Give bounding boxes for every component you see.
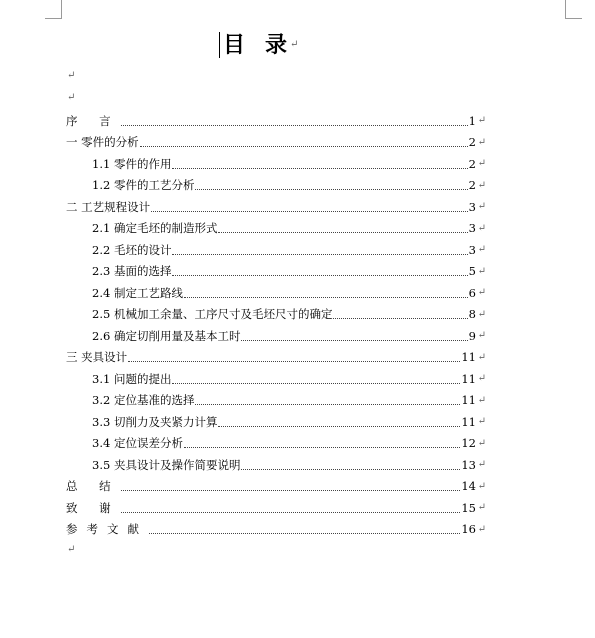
- toc-entry[interactable]: [66, 519, 486, 541]
- toc-entry-page: 11: [461, 350, 476, 365]
- toc-entry-page: 11: [461, 414, 476, 429]
- toc-entry-page: 3: [468, 242, 476, 257]
- toc-entry-page: 16: [461, 522, 476, 537]
- toc-entry[interactable]: [66, 368, 486, 390]
- paragraph-mark-icon: ↵: [477, 437, 486, 449]
- paragraph-mark-icon: ↵: [67, 92, 76, 103]
- toc-entry[interactable]: [66, 282, 486, 304]
- toc-entry-page: 15: [461, 500, 476, 515]
- paragraph-mark-icon: ↵: [477, 179, 486, 191]
- paragraph-mark-icon: ↵: [477, 287, 486, 299]
- toc-entry-label: 3.1 问题的提出: [92, 371, 172, 386]
- paragraph-mark-icon: ↵: [477, 416, 486, 428]
- toc-entry-label: 致 谢: [66, 500, 120, 515]
- paragraph-mark-icon: ↵: [290, 39, 299, 50]
- toc-entry-label: 3.4 定位误差分析: [92, 436, 183, 451]
- toc-leader-dots: [195, 188, 467, 190]
- toc-entry-page: 11: [461, 371, 476, 386]
- toc-entry-label: 二 工艺规程设计: [66, 199, 151, 214]
- toc-entry-label: 总 结: [66, 479, 120, 494]
- toc-leader-dots: [121, 124, 468, 126]
- toc-entry-page: 14: [461, 479, 476, 494]
- toc-entry-page: 3: [468, 199, 476, 214]
- toc-leader-dots: [172, 253, 467, 255]
- paragraph-mark-icon: ↵: [67, 70, 76, 81]
- page-title: [219, 30, 298, 60]
- title-char-1: 目: [223, 32, 248, 58]
- toc-entry-label: 3.5 夹具设计及操作简要说明: [92, 457, 241, 472]
- toc-leader-dots: [128, 360, 460, 362]
- toc-entry-label: 三 夹具设计: [66, 350, 128, 365]
- paragraph-mark-icon: ↵: [477, 201, 486, 213]
- toc-entry[interactable]: [66, 153, 486, 175]
- toc-entry[interactable]: [66, 132, 486, 154]
- toc-entry[interactable]: [66, 218, 486, 240]
- toc-entry-page: 2: [468, 178, 476, 193]
- toc-entry[interactable]: [66, 454, 486, 476]
- toc-entry[interactable]: [66, 476, 486, 498]
- margin-corner-top-right: [565, 0, 582, 19]
- toc-leader-dots: [172, 167, 467, 169]
- toc-entry-label: 2.5 机械加工余量、工序尺寸及毛坯尺寸的确定: [92, 307, 333, 322]
- toc-entry-label: 1.2 零件的工艺分析: [92, 178, 195, 193]
- toc-entry[interactable]: [66, 196, 486, 218]
- margin-corner-top-left: [45, 0, 62, 19]
- paragraph-mark-icon: ↵: [477, 480, 486, 492]
- toc-entry-label: 3.3 切削力及夹紧力计算: [92, 414, 218, 429]
- toc-entry[interactable]: [66, 411, 486, 433]
- toc-entry-page: 2: [468, 156, 476, 171]
- toc-entry-page: 12: [461, 436, 476, 451]
- toc-entry-page: 2: [468, 135, 476, 150]
- text-cursor: [219, 32, 220, 58]
- toc-entry[interactable]: [66, 433, 486, 455]
- paragraph-mark-icon: ↵: [477, 523, 486, 535]
- toc-entry-label: 1.1 零件的作用: [92, 156, 172, 171]
- toc-leader-dots: [184, 296, 468, 298]
- toc-leader-dots: [241, 339, 467, 341]
- toc-entry[interactable]: [66, 239, 486, 261]
- paragraph-mark-icon: ↵: [67, 544, 76, 555]
- toc-leader-dots: [121, 489, 461, 491]
- toc-entry-label: 序 言: [66, 113, 120, 128]
- toc-entry-page: 6: [468, 285, 476, 300]
- toc-entry-page: 8: [468, 307, 476, 322]
- toc-entry-label: 2.6 确定切削用量及基本工时: [92, 328, 241, 343]
- toc-entry-label: 参考文献: [66, 522, 148, 537]
- toc-entry[interactable]: [66, 325, 486, 347]
- paragraph-mark-icon: ↵: [477, 136, 486, 148]
- toc-leader-dots: [140, 145, 468, 147]
- paragraph-mark-icon: ↵: [477, 244, 486, 256]
- paragraph-mark-icon: ↵: [477, 502, 486, 514]
- paragraph-mark-icon: ↵: [477, 265, 486, 277]
- toc-leader-dots: [172, 274, 467, 276]
- table-of-contents: [66, 110, 486, 540]
- paragraph-mark-icon: ↵: [477, 158, 486, 170]
- toc-entry-page: 3: [468, 221, 476, 236]
- toc-entry-page: 5: [468, 264, 476, 279]
- toc-entry-page: 13: [461, 457, 476, 472]
- toc-leader-dots: [218, 425, 460, 427]
- toc-entry-page: 11: [461, 393, 476, 408]
- toc-entry[interactable]: [66, 390, 486, 412]
- paragraph-mark-icon: ↵: [477, 115, 486, 127]
- paragraph-mark-icon: ↵: [477, 459, 486, 471]
- toc-leader-dots: [172, 382, 460, 384]
- paragraph-mark-icon: ↵: [477, 373, 486, 385]
- toc-entry-label: 2.4 制定工艺路线: [92, 285, 183, 300]
- toc-leader-dots: [241, 468, 460, 470]
- title-char-2: 录: [265, 32, 290, 58]
- toc-leader-dots: [151, 210, 468, 212]
- toc-entry[interactable]: [66, 261, 486, 283]
- toc-entry[interactable]: [66, 347, 486, 369]
- toc-leader-dots: [184, 446, 460, 448]
- paragraph-mark-icon: ↵: [477, 351, 486, 363]
- toc-leader-dots: [149, 532, 460, 534]
- toc-leader-dots: [333, 317, 467, 319]
- toc-entry-page: 1: [468, 113, 476, 128]
- paragraph-mark-icon: ↵: [477, 222, 486, 234]
- paragraph-mark-icon: ↵: [477, 394, 486, 406]
- toc-entry-label: 3.2 定位基准的选择: [92, 393, 195, 408]
- toc-entry-label: 2.3 基面的选择: [92, 264, 172, 279]
- toc-entry[interactable]: [66, 497, 486, 519]
- toc-leader-dots: [195, 403, 460, 405]
- toc-entry[interactable]: [66, 175, 486, 197]
- paragraph-mark-icon: ↵: [477, 330, 486, 342]
- paragraph-mark-icon: ↵: [477, 308, 486, 320]
- toc-entry-page: 9: [468, 328, 476, 343]
- toc-leader-dots: [121, 511, 461, 513]
- toc-entry-label: 一 零件的分析: [66, 135, 139, 150]
- toc-entry[interactable]: [66, 110, 486, 132]
- toc-entry-label: 2.1 确定毛坯的制造形式: [92, 221, 218, 236]
- toc-leader-dots: [218, 231, 467, 233]
- toc-entry-label: 2.2 毛坯的设计: [92, 242, 172, 257]
- toc-entry[interactable]: [66, 304, 486, 326]
